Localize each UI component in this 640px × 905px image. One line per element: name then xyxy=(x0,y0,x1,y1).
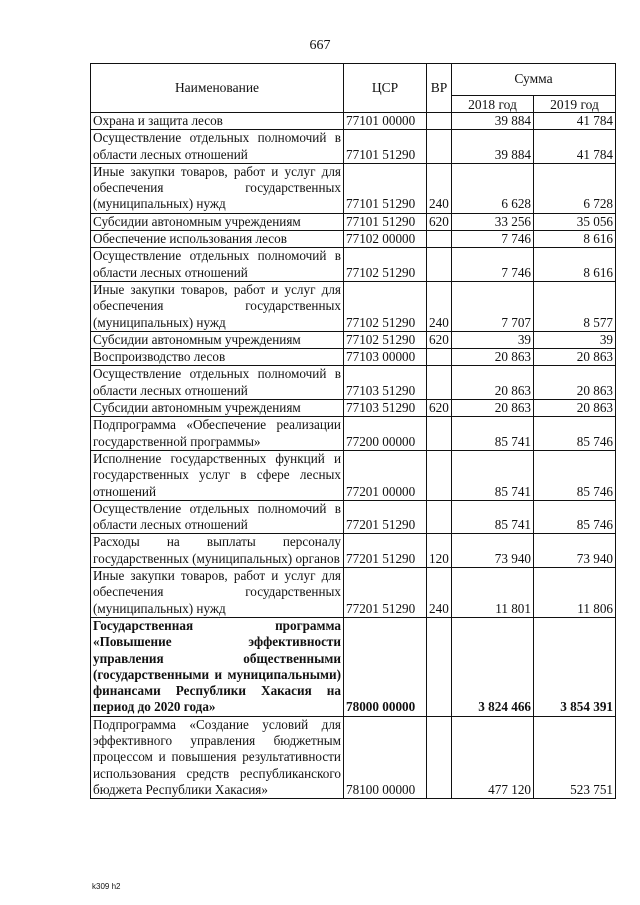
row-name: Подпрограмма «Обеспечение реализации государственной программы» xyxy=(91,417,344,451)
row-csr: 77103 51290 xyxy=(344,366,427,400)
row-sum-2019: 523 751 xyxy=(534,716,616,798)
row-vr xyxy=(427,349,452,366)
table-row xyxy=(91,417,616,451)
row-vr: 620 xyxy=(427,331,452,348)
row-vr: 240 xyxy=(427,281,452,331)
row-name: Осуществление отдельных полномочий в области лесных отношений xyxy=(91,500,344,534)
row-sum-2018: 20 863 xyxy=(452,349,534,366)
row-name: Иные закупки товаров, работ и услуг для обеспечения государственных (муниципальных) нужд xyxy=(91,163,344,213)
row-name: Исполнение государственных функций и государственных услуг в сфере лесных отношений xyxy=(91,450,344,500)
budget-table xyxy=(90,63,616,799)
row-name: Субсидии автономным учреждениям xyxy=(91,213,344,230)
row-name: Осуществление отдельных полномочий в области лесных отношений xyxy=(91,248,344,282)
row-vr xyxy=(427,417,452,451)
footer-code: k309 h2 xyxy=(92,882,121,891)
row-csr: 77101 51290 xyxy=(344,163,427,213)
table-row xyxy=(91,716,616,798)
row-csr: 77200 00000 xyxy=(344,417,427,451)
row-sum-2018: 85 741 xyxy=(452,417,534,451)
row-name: Подпрограмма «Создание условий для эффективного управления бюджетным процессом и повышения результативности использования средств республиканского бюджета Республики Хакасия» xyxy=(91,716,344,798)
row-sum-2018: 11 801 xyxy=(452,568,534,618)
row-csr: 77201 51290 xyxy=(344,568,427,618)
table-row xyxy=(91,568,616,618)
table-row xyxy=(91,534,616,568)
row-sum-2019: 35 056 xyxy=(534,213,616,230)
row-vr xyxy=(427,113,452,130)
row-csr: 77102 51290 xyxy=(344,331,427,348)
table-row xyxy=(91,113,616,130)
row-sum-2019: 20 863 xyxy=(534,366,616,400)
row-vr: 240 xyxy=(427,163,452,213)
row-vr: 620 xyxy=(427,213,452,230)
row-sum-2018: 6 628 xyxy=(452,163,534,213)
row-vr xyxy=(427,617,452,716)
row-sum-2018: 3 824 466 xyxy=(452,617,534,716)
page-number: 667 xyxy=(309,38,331,53)
row-name: Осуществление отдельных полномочий в области лесных отношений xyxy=(91,366,344,400)
row-name: Иные закупки товаров, работ и услуг для обеспечения государственных (муниципальных) нужд xyxy=(91,281,344,331)
row-csr: 77102 51290 xyxy=(344,248,427,282)
table-body xyxy=(91,113,616,799)
row-sum-2018: 7 746 xyxy=(452,231,534,248)
row-sum-2019: 85 746 xyxy=(534,450,616,500)
row-sum-2018: 85 741 xyxy=(452,450,534,500)
table-row xyxy=(91,617,616,716)
row-vr xyxy=(427,248,452,282)
row-sum-2019: 8 616 xyxy=(534,248,616,282)
row-csr: 77201 51290 xyxy=(344,534,427,568)
row-csr: 77102 00000 xyxy=(344,231,427,248)
row-vr xyxy=(427,130,452,164)
row-sum-2019: 20 863 xyxy=(534,349,616,366)
row-sum-2019: 85 746 xyxy=(534,417,616,451)
row-vr: 120 xyxy=(427,534,452,568)
row-vr: 620 xyxy=(427,400,452,417)
row-sum-2018: 39 884 xyxy=(452,130,534,164)
row-vr: 240 xyxy=(427,568,452,618)
header-year-2019: 2019 год xyxy=(534,96,616,113)
row-sum-2018: 20 863 xyxy=(452,400,534,417)
table-row xyxy=(91,248,616,282)
table-row xyxy=(91,281,616,331)
row-csr: 77103 00000 xyxy=(344,349,427,366)
row-sum-2018: 7 707 xyxy=(452,281,534,331)
table-row xyxy=(91,500,616,534)
row-sum-2018: 39 884 xyxy=(452,113,534,130)
table-row xyxy=(91,163,616,213)
row-vr xyxy=(427,366,452,400)
row-sum-2019: 41 784 xyxy=(534,113,616,130)
row-sum-2018: 39 xyxy=(452,331,534,348)
row-csr: 77101 51290 xyxy=(344,213,427,230)
header-year-2018: 2018 год xyxy=(452,96,534,113)
table-row xyxy=(91,349,616,366)
row-vr xyxy=(427,450,452,500)
header-sum: Сумма xyxy=(452,64,616,96)
header-csr: ЦСР xyxy=(344,64,427,113)
row-name: Субсидии автономным учреждениям xyxy=(91,400,344,417)
row-sum-2019: 20 863 xyxy=(534,400,616,417)
row-name: Воспроизводство лесов xyxy=(91,349,344,366)
row-name: Осуществление отдельных полномочий в области лесных отношений xyxy=(91,130,344,164)
row-csr: 77101 51290 xyxy=(344,130,427,164)
row-sum-2019: 11 806 xyxy=(534,568,616,618)
table-row xyxy=(91,400,616,417)
row-csr: 77102 51290 xyxy=(344,281,427,331)
row-vr xyxy=(427,231,452,248)
header-vr: ВР xyxy=(427,64,452,113)
row-csr: 77201 00000 xyxy=(344,450,427,500)
row-sum-2018: 20 863 xyxy=(452,366,534,400)
row-sum-2019: 8 616 xyxy=(534,231,616,248)
row-name: Обеспечение использования лесов xyxy=(91,231,344,248)
row-csr: 77201 51290 xyxy=(344,500,427,534)
row-sum-2018: 85 741 xyxy=(452,500,534,534)
row-sum-2018: 477 120 xyxy=(452,716,534,798)
table-row xyxy=(91,213,616,230)
row-csr: 77103 51290 xyxy=(344,400,427,417)
row-sum-2019: 41 784 xyxy=(534,130,616,164)
row-sum-2019: 6 728 xyxy=(534,163,616,213)
row-vr xyxy=(427,500,452,534)
row-sum-2018: 33 256 xyxy=(452,213,534,230)
row-name: Охрана и защита лесов xyxy=(91,113,344,130)
row-sum-2019: 39 xyxy=(534,331,616,348)
row-sum-2019: 73 940 xyxy=(534,534,616,568)
row-sum-2018: 73 940 xyxy=(452,534,534,568)
row-sum-2019: 8 577 xyxy=(534,281,616,331)
row-csr: 78000 00000 xyxy=(344,617,427,716)
table-row xyxy=(91,366,616,400)
row-csr: 77101 00000 xyxy=(344,113,427,130)
row-sum-2019: 3 854 391 xyxy=(534,617,616,716)
table-row xyxy=(91,450,616,500)
row-sum-2018: 7 746 xyxy=(452,248,534,282)
table-row xyxy=(91,130,616,164)
row-sum-2019: 85 746 xyxy=(534,500,616,534)
row-name: Субсидии автономным учреждениям xyxy=(91,331,344,348)
row-name: Государственная программа «Повышение эффективности управления общественными (государственными и муниципальными) финансами Республики Хакасия на период до 2020 года» xyxy=(91,617,344,716)
row-csr: 78100 00000 xyxy=(344,716,427,798)
row-name: Иные закупки товаров, работ и услуг для обеспечения государственных (муниципальных) нужд xyxy=(91,568,344,618)
table-row xyxy=(91,331,616,348)
row-vr xyxy=(427,716,452,798)
table-row xyxy=(91,231,616,248)
header-name: Наименование xyxy=(91,64,344,113)
row-name: Расходы на выплаты персоналу государственных (муниципальных) органов xyxy=(91,534,344,568)
